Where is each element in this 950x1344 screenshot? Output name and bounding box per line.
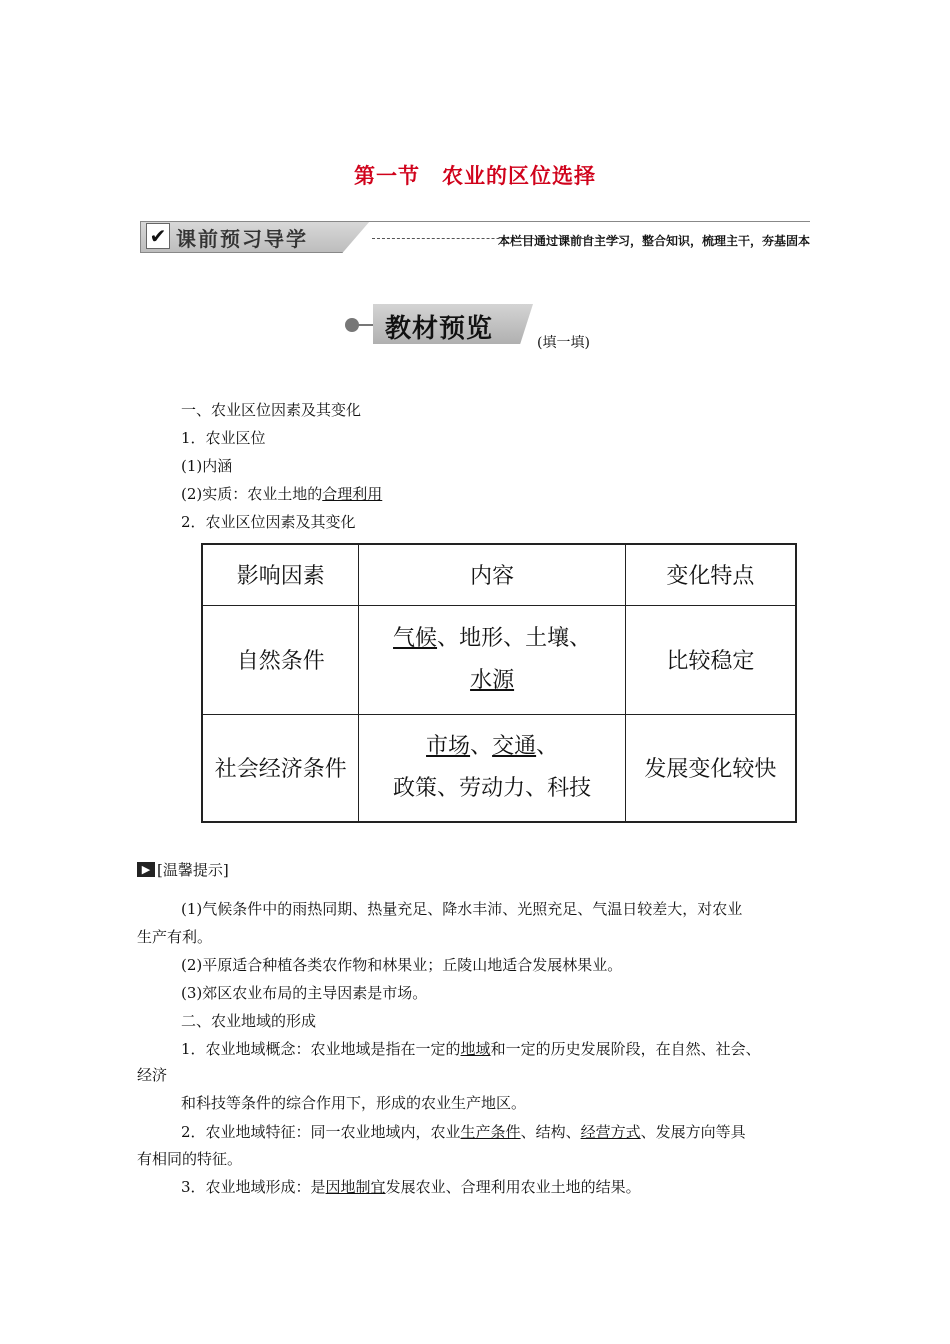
table-row <box>202 714 796 822</box>
l2-mid: 、结构、 <box>520 1123 581 1141</box>
bullet-dot-icon <box>345 318 359 332</box>
tip-label: [温馨提示] <box>157 861 229 879</box>
tip-p3: (3)郊区农业布局的主导因素是市场。 <box>181 984 428 1002</box>
part2-l2 <box>181 1122 746 1142</box>
header-cell: 影响因素 <box>202 544 359 605</box>
section-heading <box>345 304 605 351</box>
answer: 水源 <box>470 667 515 693</box>
factor-cell: 自然条件 <box>202 605 359 714</box>
header-cell: 变化特点 <box>625 544 796 605</box>
factor-cell: 社会经济条件 <box>202 714 359 822</box>
part2-l1-cont: 经济 <box>137 1066 168 1084</box>
content-text: 科技 <box>547 775 592 801</box>
separator: 、 <box>569 625 592 651</box>
header-cell: 内容 <box>359 544 625 605</box>
play-icon: ▶ <box>137 862 155 877</box>
part2-l1 <box>181 1039 761 1059</box>
tip-p2: (2)平原适合种植各类农作物和林果业；丘陵山地适合发展林果业。 <box>181 956 623 974</box>
l2-answer1: 生产条件 <box>460 1123 521 1141</box>
separator: 、 <box>503 625 526 651</box>
section-banner <box>140 221 810 253</box>
answer: 市场 <box>426 733 471 759</box>
part2-heading: 二、农业地域的形成 <box>181 1012 317 1030</box>
part2-l1-line2: 和科技等条件的综合作用下，形成的农业生产地区。 <box>181 1094 527 1112</box>
l2-prefix: 2．农业地域特征：同一农业地域内，农业 <box>181 1123 461 1141</box>
answer: 交通 <box>492 733 537 759</box>
l3-prefix: 3．农业地域形成：是 <box>181 1178 326 1196</box>
l2-answer2: 经营方式 <box>580 1123 641 1141</box>
l1-prefix: 1．农业地域概念：农业地域是指在一定的 <box>181 1040 461 1058</box>
part1-item1a: (1)内涵 <box>181 457 233 475</box>
separator: 、 <box>525 775 548 801</box>
content-text: 政策 <box>393 775 438 801</box>
part2-l2-cont: 有相同的特征。 <box>137 1150 243 1168</box>
part1-item2: 2．农业区位因素及其变化 <box>181 513 356 531</box>
l1-suffix: 和一定的历史发展阶段，在自然、社会、 <box>490 1040 761 1058</box>
l3-answer: 因地制宜 <box>325 1178 386 1196</box>
table-row <box>202 605 796 714</box>
section-sublabel: (填一填) <box>537 335 590 351</box>
checkmark-icon: ✔ <box>146 223 170 249</box>
section-label: 教材预览 <box>385 314 494 344</box>
part1-item1: 1．农业区位 <box>181 429 266 447</box>
part1-item1b <box>181 484 382 504</box>
separator: 、 <box>536 733 559 759</box>
l3-suffix: 发展农业、合理利用农业土地的结果。 <box>385 1178 641 1196</box>
part1-heading: 一、农业区位因素及其变化 <box>181 401 362 419</box>
content-cell <box>359 714 625 822</box>
l1-answer: 地域 <box>460 1040 491 1058</box>
separator: 、 <box>437 625 460 651</box>
table-header-row <box>202 544 796 605</box>
item1b-prefix: (2)实质：农业土地的 <box>181 485 323 503</box>
factor-table <box>201 543 797 823</box>
content-text: 土壤 <box>525 625 570 651</box>
answer: 气候 <box>393 625 438 651</box>
content-cell <box>359 605 625 714</box>
part2-l3 <box>181 1177 641 1197</box>
page-title: 第一节 农业的区位选择 <box>354 163 596 188</box>
separator: 、 <box>470 733 493 759</box>
trend-cell: 比较稳定 <box>625 605 796 714</box>
l2-suffix: 、发展方向等具 <box>640 1123 746 1141</box>
item1b-answer: 合理利用 <box>322 485 383 503</box>
tip-p1: (1)气候条件中的雨热同期、热量充足、降水丰沛、光照充足、气温日较差大，对农业 <box>181 900 743 918</box>
tip-p1-cont: 生产有利。 <box>137 928 213 946</box>
separator: 、 <box>437 775 460 801</box>
content-text: 劳动力 <box>459 775 526 801</box>
content-text: 地形 <box>459 625 504 651</box>
banner-label: 课前预习导学 <box>176 227 308 251</box>
banner-note: 本栏目通过课前自主学习，整合知识，梳理主干，夯基固本 <box>497 234 810 248</box>
trend-cell: 发展变化较快 <box>625 714 796 822</box>
tip-heading <box>137 859 229 880</box>
